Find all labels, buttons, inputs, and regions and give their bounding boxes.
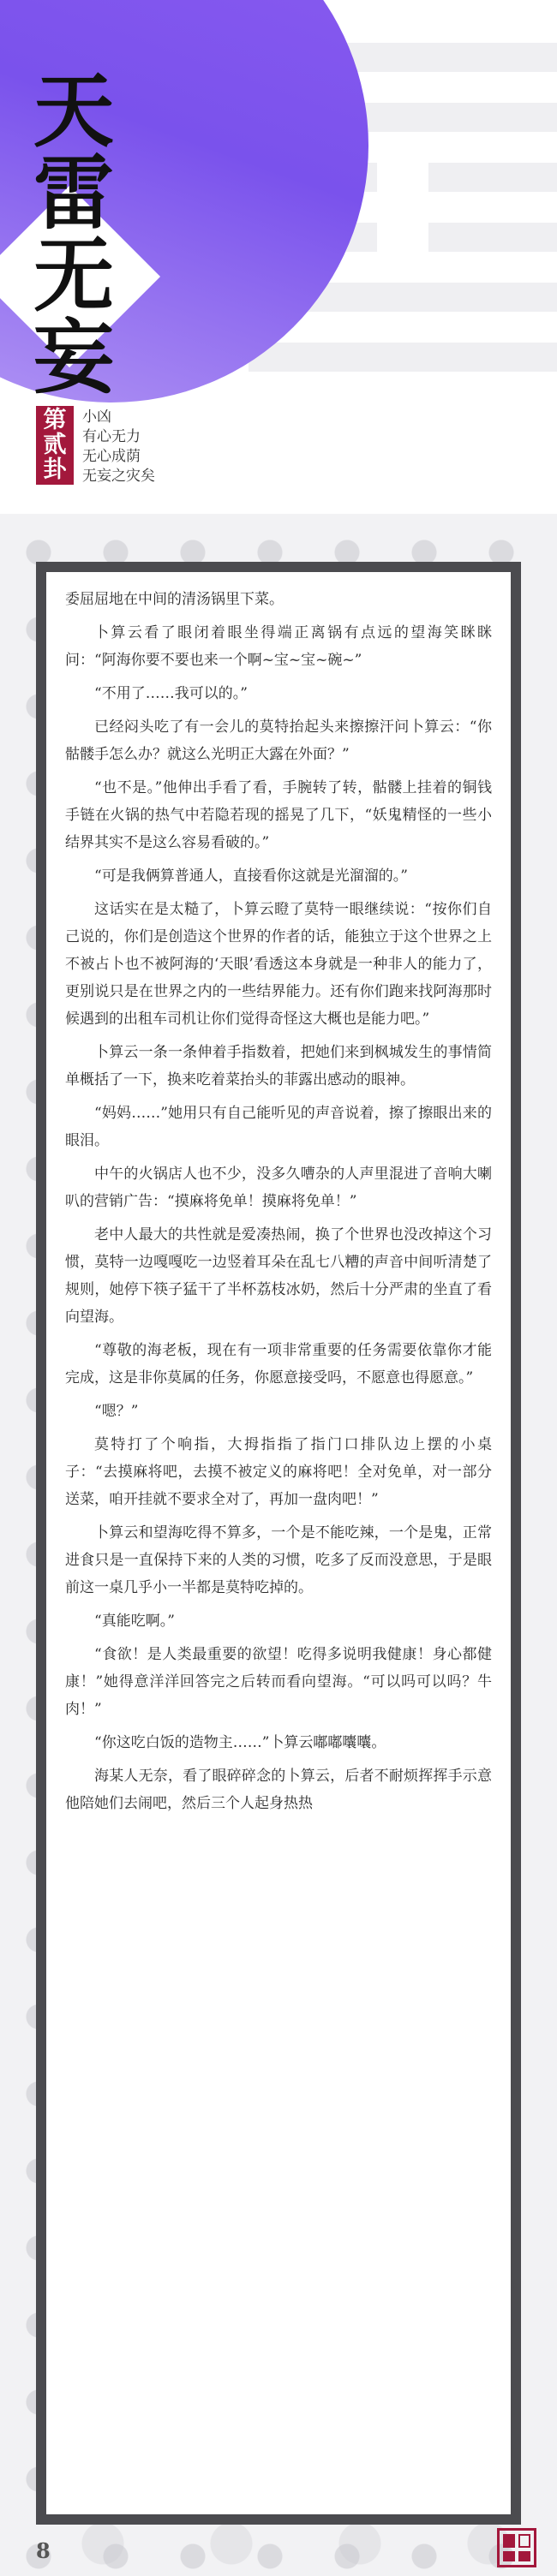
story-paragraph: “不用了……我可以的。”	[94, 685, 248, 702]
text-frame	[36, 562, 521, 2525]
story-paragraph: “妈妈……”她用只有自己能听见的声音说着，擦了擦眼出来的眼泪。	[65, 1105, 492, 1149]
title-char: 无	[33, 229, 114, 323]
text-frame-inner	[45, 570, 512, 2516]
story-paragraph: 委屈屈地在中间的清汤锅里下菜。	[65, 591, 284, 608]
title-char: 天	[33, 64, 114, 158]
gua-line: 小凶	[82, 408, 111, 426]
gua-badge-char: 第	[43, 407, 67, 433]
seal-stamp-icon	[497, 2528, 536, 2567]
title-char: 妄	[33, 311, 114, 405]
gua-badge	[36, 406, 74, 485]
story-paragraph: 卜算云看了眼闭着眼坐得端正离锅有点远的望海笑眯眯问：“阿海你要不要也来一个啊~宝~宝~碗~”	[65, 624, 492, 669]
story-paragraph: 莫特打了个响指，大拇指指了指门口排队边上摆的小桌子：“去摸麻将吧，去摸不被定义的麻将吧！全对免单，对一部分送菜，咱开挂就不要求全对了，再加一盘肉吧！”	[65, 1436, 492, 1508]
story-paragraph: 已经闷头吃了有一会儿的莫特抬起头来擦擦汗问卜算云：“你骷髅手怎么办？就这么光明正大露在外面？”	[65, 719, 492, 763]
story-paragraph: “你这吃白饭的造物主……”卜算云嘟嘟囔囔。	[94, 1734, 386, 1751]
gua-badge-char: 卦	[43, 456, 67, 483]
gua-line: 无妄之灾矣	[82, 468, 155, 485]
story-paragraph: 这话实在是太糙了，卜算云瞪了莫特一眼继续说：“按你们自己说的，你们是创造这个世界的作者的话，能独立于这个世界之上不被占卜也不被阿海的‘天眼’看透这本身就是一种非人的能力了，更别说只是在世界之内的一些结界能力。还有你们跑来找阿海那时候遇到的出租车司机让你们觉得奇怪这大概也是能力吧。”	[65, 901, 492, 1028]
story-paragraph: 海某人无奈，看了眼碎碎念的卜算云，后者不耐烦挥挥手示意他陪她们去闹吧，然后三个人起身热热	[65, 1768, 492, 1812]
title-char: 雷	[33, 146, 114, 241]
story-paragraph: 卜算云和望海吃得不算多，一个是不能吃辣，一个是鬼，正常进食只是一直保持下来的人类的习惯，吃多了反而没意思，于是眼前这一桌几乎小一半都是莫特吃掉的。	[65, 1524, 492, 1596]
story-paragraph: “真能吃啊。”	[94, 1613, 175, 1630]
story-paragraph: “尊敬的海老板，现在有一项非常重要的任务需要依靠你才能完成，这是非你莫属的任务，你愿意接受吗，不愿意也得愿意。”	[65, 1342, 492, 1386]
story-body	[65, 586, 492, 1817]
story-paragraph: “食欲！是人类最重要的欲望！吃得多说明我健康！身心都健康！”她得意洋洋回答完之后转而看向望海。“可以吗可以吗？牛肉！”	[65, 1646, 492, 1718]
story-paragraph: 中午的火锅店人也不少，没多久嘈杂的人声里混进了音响大喇叭的营销广告：“摸麻将免单！摸麻将免单！”	[65, 1166, 492, 1210]
story-paragraph: 卜算云一条一条伸着手指数着，把她们来到枫城发生的事情简单概括了一下，换来吃着菜抬头的菲露出感动的眼神。	[65, 1044, 492, 1088]
gua-description	[82, 408, 155, 486]
story-paragraph: “可是我俩算普通人，直接看你这就是光溜溜的。”	[94, 868, 408, 885]
story-paragraph: 老中人最大的共性就是爱凑热闹，换了个世界也没改掉这个习惯，莫特一边嘎嘎吃一边竖着耳朵在乱七八糟的声音中间听清楚了规则，她停下筷子猛干了半杯荔枝冰奶，然后十分严肃的坐直了看向望海。	[65, 1226, 492, 1326]
story-paragraph: “嗯？”	[94, 1403, 139, 1420]
gua-line: 有心无力	[82, 428, 141, 445]
gua-line: 无心成荫	[82, 448, 141, 465]
page-title	[33, 64, 115, 405]
gua-badge-char: 贰	[43, 432, 67, 458]
page-number: 8	[36, 2538, 51, 2563]
story-paragraph: “也不是。”他伸出手看了看，手腕转了转，骷髅上挂着的铜钱手链在火锅的热气中若隐若现的摇晃了几下，“妖鬼精怪的一些小结界其实不是这么容易看破的。”	[65, 779, 492, 851]
